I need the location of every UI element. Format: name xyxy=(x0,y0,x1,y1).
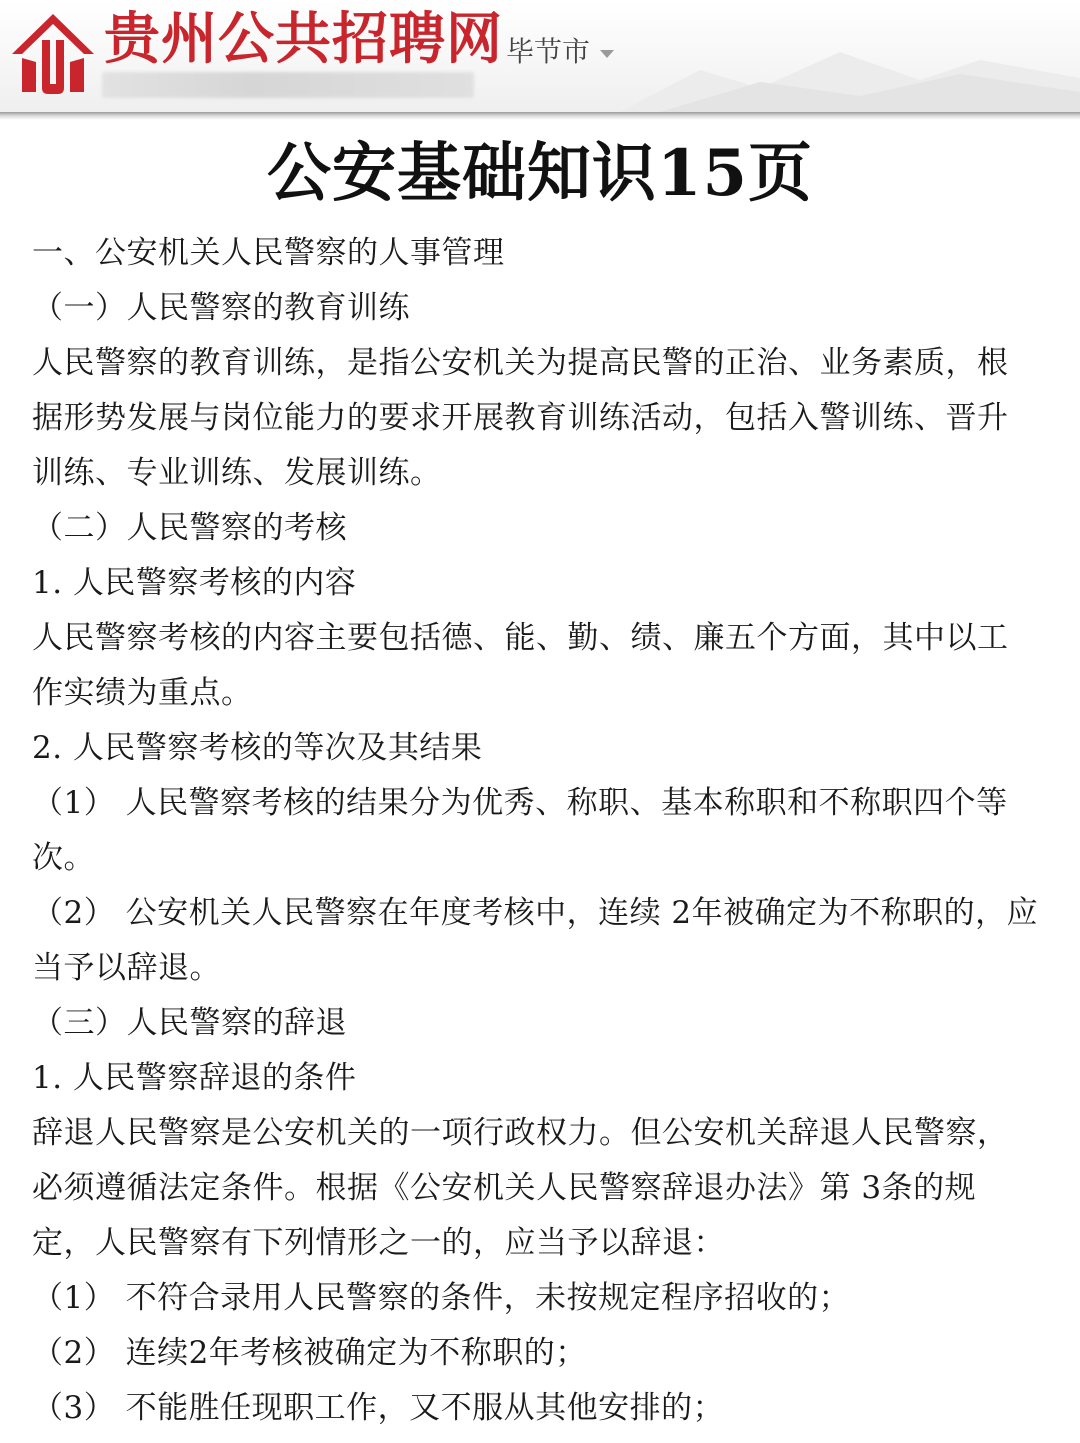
text-line: （2） 公安机关人民警察在年度考核中，连续 2年被确定为不称职的，应 xyxy=(32,895,1039,931)
blurred-tagline xyxy=(102,72,474,98)
text-line: （2） 连续2年考核被确定为不称职的； xyxy=(32,1335,587,1371)
document-body xyxy=(32,226,1052,1436)
document-title: 公安基础知识15页 xyxy=(266,136,814,211)
city-label: 毕节市 xyxy=(506,35,591,68)
text-line: 当予以辞退。 xyxy=(32,950,221,986)
chevron-down-icon xyxy=(600,50,614,58)
text-line: 辞退人民警察是公安机关的一项行政权力。但公安机关辞退人民警察， xyxy=(32,1115,1009,1151)
text-line: 据形势发展与岗位能力的要求开展教育训练活动，包括入警训练、晋升 xyxy=(32,400,1009,436)
text-line: 人民警察的教育训练，是指公安机关为提高民警的正治、业务素质，根 xyxy=(32,345,1009,381)
text-line: （一）人民警察的教育训练 xyxy=(32,290,410,326)
text-line: 人民警察考核的内容主要包括德、能、勤、绩、廉五个方面，其中以工 xyxy=(32,620,1009,656)
text-line: （二）人民警察的考核 xyxy=(32,510,347,546)
text-line: （三）人民警察的辞退 xyxy=(32,1005,347,1041)
text-line: （1） 不符合录用人民警察的条件，未按规定程序招收的； xyxy=(32,1280,851,1316)
text-line: 训练、专业训练、发展训练。 xyxy=(32,455,442,491)
text-line: 一、公安机关人民警察的人事管理 xyxy=(32,235,505,271)
site-header xyxy=(0,0,1080,112)
text-line: 必须遵循法定条件。根据《公安机关人民警察辞退办法》第 3条的规 xyxy=(32,1170,977,1206)
text-line: 次。 xyxy=(32,840,95,876)
header-divider xyxy=(0,112,1080,120)
text-line: 1. 人民警察考核的内容 xyxy=(32,565,357,601)
text-line: （3） 不能胜任现职工作，又不服从其他安排的； xyxy=(32,1390,725,1426)
site-name[interactable]: 贵州公共招聘网 xyxy=(104,7,503,72)
text-line: 作实绩为重点。 xyxy=(32,675,253,711)
text-line: （1） 人民警察考核的结果分为优秀、称职、基本称职和不称职四个等 xyxy=(32,785,1008,821)
text-line: 2. 人民警察考核的等次及其结果 xyxy=(32,730,483,766)
text-line: 定，人民警察有下列情形之一的，应当予以辞退： xyxy=(32,1225,725,1261)
site-logo-icon[interactable] xyxy=(8,10,98,96)
city-selector[interactable] xyxy=(506,34,614,70)
text-line: 1. 人民警察辞退的条件 xyxy=(32,1060,357,1096)
